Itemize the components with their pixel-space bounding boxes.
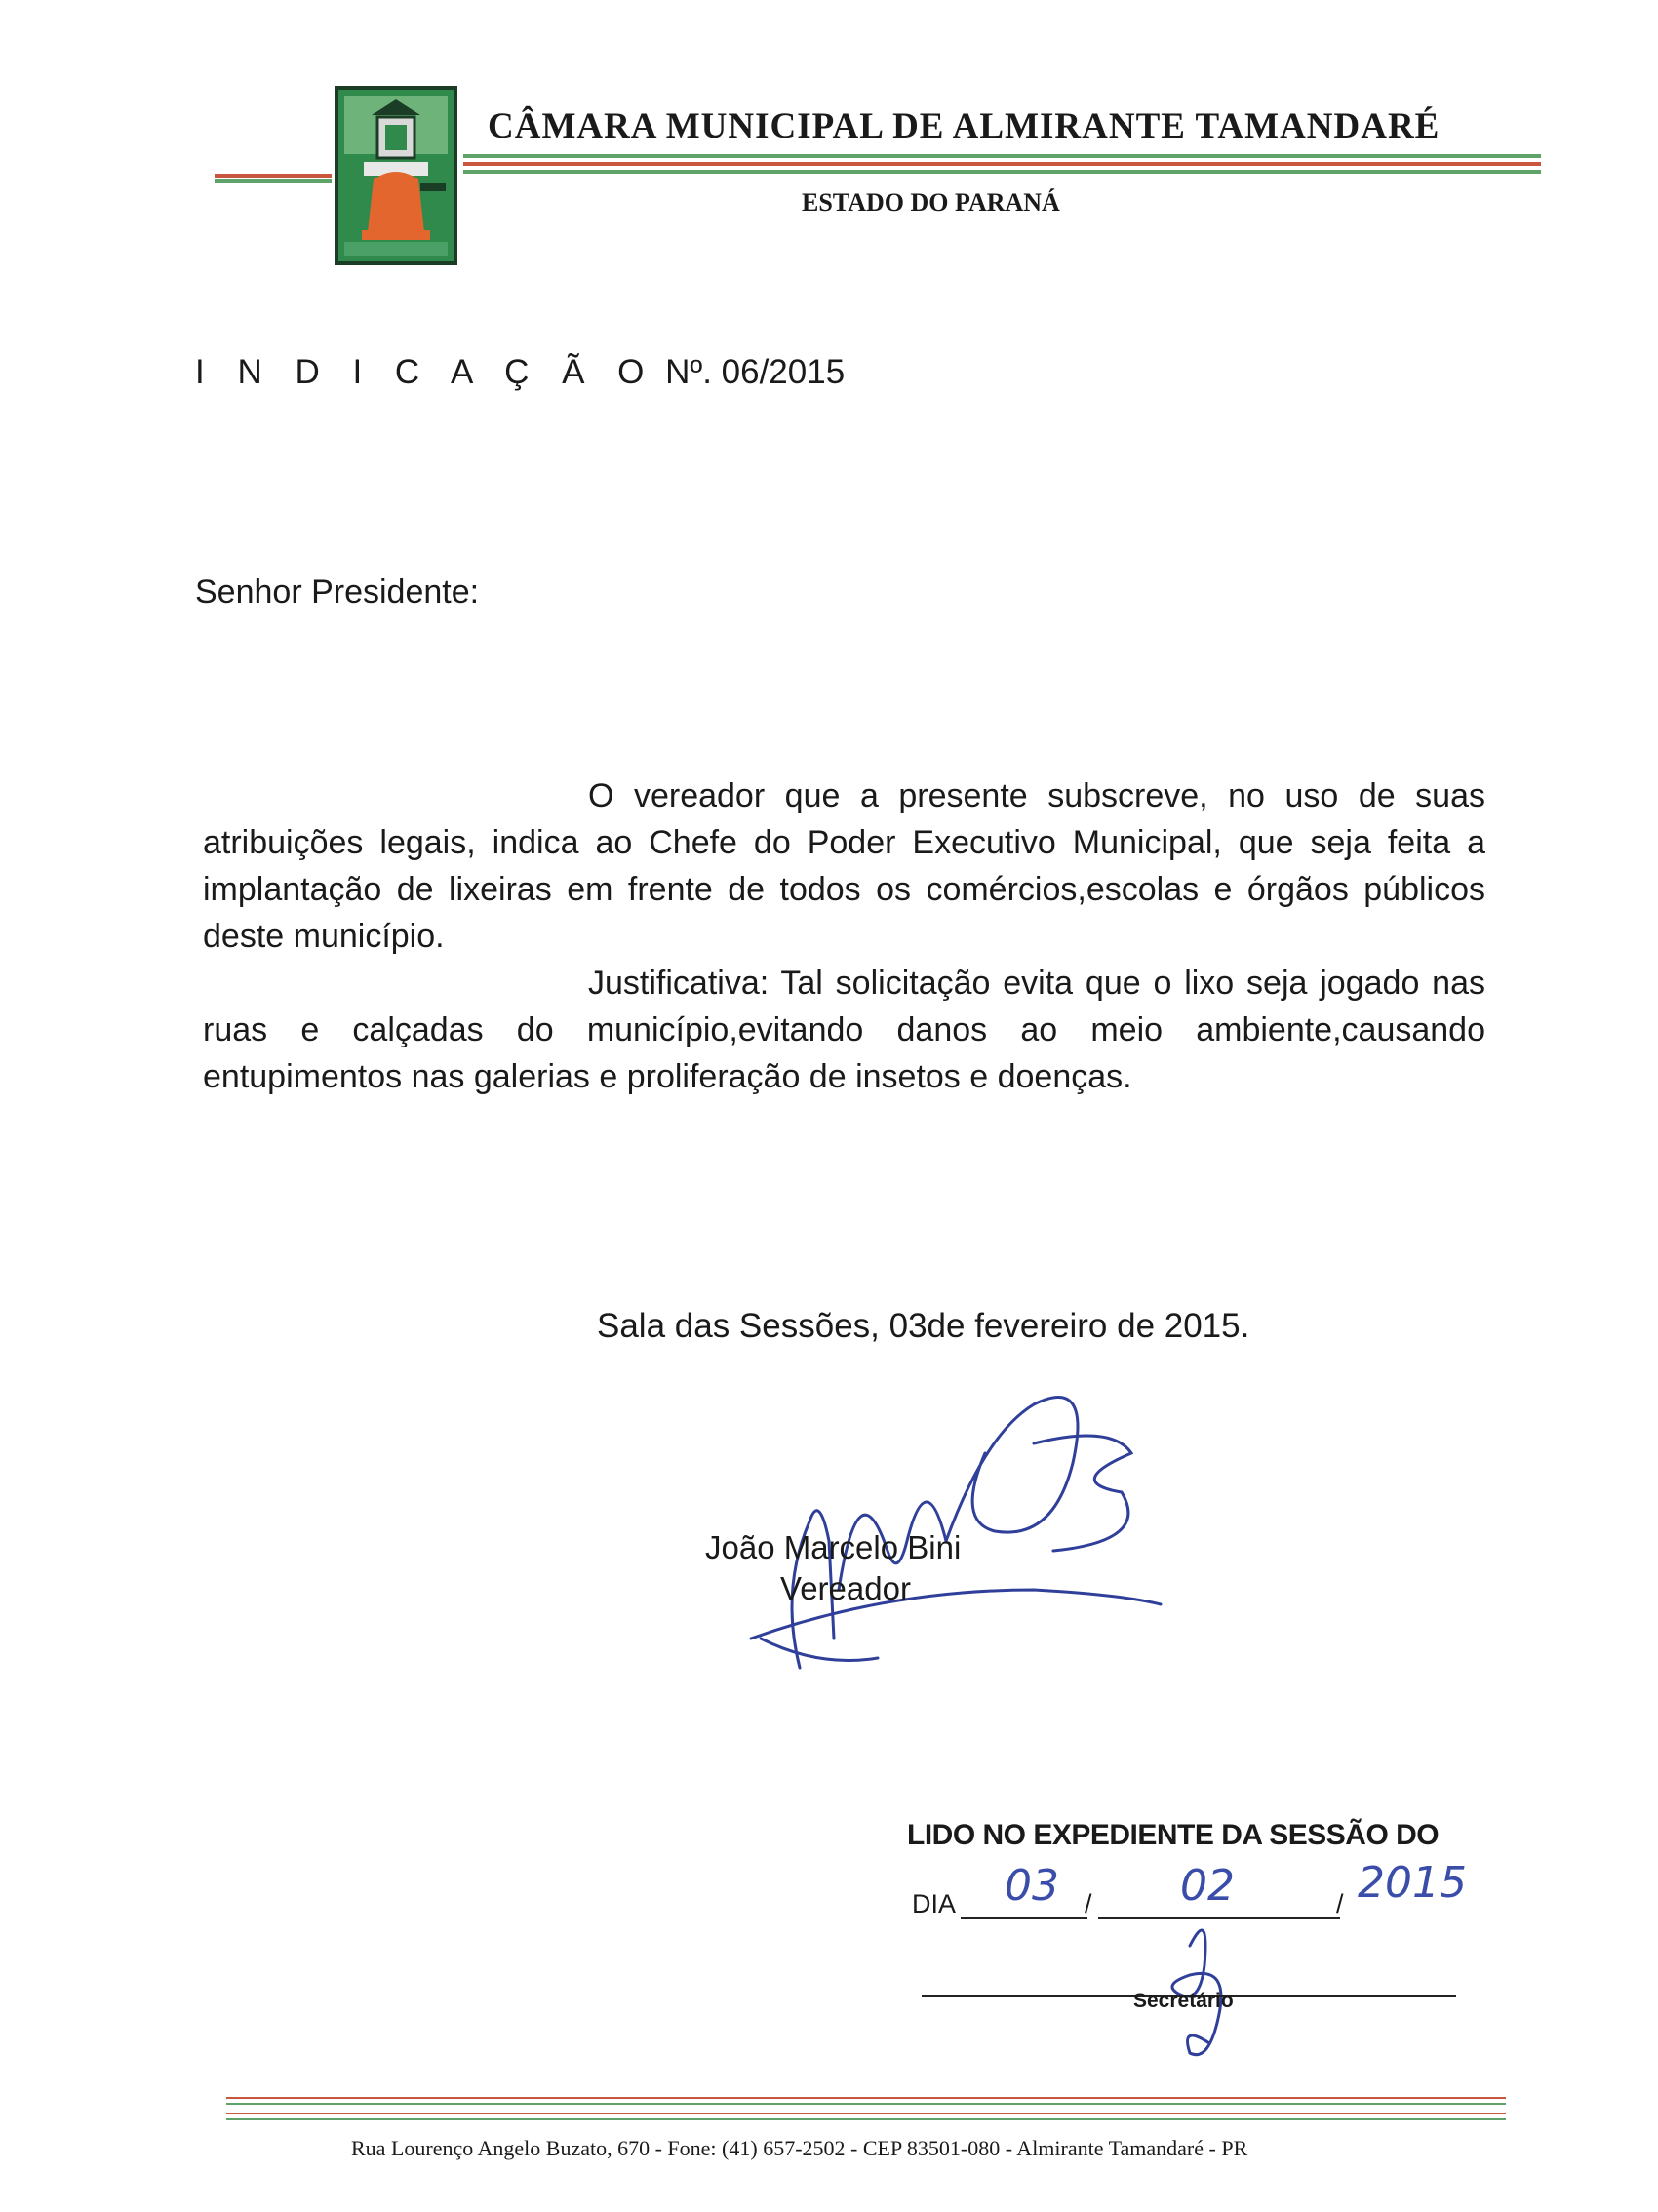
stamp-role-label: Secretário xyxy=(1133,1990,1234,2012)
header-rule-red xyxy=(463,162,1541,166)
paragraph-justification: Justificativa: Tal solicitação evita que o lixo seja jogado nas ruas e calçadas do município,evitando danos ao meio ambiente,causando entupimentos nas galerias e proliferação de insetos e doenças. xyxy=(203,965,1485,1095)
stamp-header: LIDO NO EXPEDIENTE DA SESSÃO DO xyxy=(907,1819,1440,1851)
header-rule-red-left xyxy=(215,174,332,178)
header-rule-green-bottom xyxy=(463,170,1541,174)
stamp-month-handwritten: 02 xyxy=(1180,1861,1235,1911)
stamp-slash-2: / xyxy=(1336,1889,1344,1918)
stamp-year-handwritten: 2015 xyxy=(1358,1858,1467,1908)
footer-address: Rua Lourenço Angelo Buzato, 670 - Fone: (41) 657-2502 - CEP 83501-080 - Almirante Tamandaré - PR xyxy=(351,2136,1248,2160)
footer-rule-green-1 xyxy=(226,2103,1506,2105)
paragraph-indication: O vereador que a presente subscreve, no uso de suas atribuições legais, indica ao Chefe do Poder Executivo Municipal, que seja feita a implantação de lixeiras em frente de todos os comércios,escolas e órgãos públicos deste município. xyxy=(203,777,1485,955)
title-word: I N D I C A Ç Ã O xyxy=(195,353,656,391)
salutation: Senhor Presidente: xyxy=(195,573,480,611)
document-title xyxy=(195,353,845,392)
signature-scribble xyxy=(741,1346,1209,1707)
stamp-slash-1: / xyxy=(1085,1889,1092,1918)
title-number: Nº. 06/2015 xyxy=(665,353,846,391)
header-rule-green-left xyxy=(215,179,332,183)
stamp-day-line xyxy=(961,1917,1087,1919)
signer-name: João Marcelo Bini xyxy=(705,1529,962,1565)
signer-role: Vereador xyxy=(780,1570,911,1606)
stamp-day-handwritten: 03 xyxy=(1005,1861,1059,1911)
org-name: CÂMARA MUNICIPAL DE ALMIRANTE TAMANDARÉ xyxy=(488,106,1441,146)
municipal-coat-of-arms-icon xyxy=(335,86,457,265)
footer-rule-red-2 xyxy=(226,2113,1506,2114)
session-date: Sala das Sessões, 03de fevereiro de 2015. xyxy=(597,1307,1250,1345)
footer-rule-red-1 xyxy=(226,2097,1506,2099)
stamp-dia-label: DIA xyxy=(912,1889,957,1918)
org-state: ESTADO DO PARANÁ xyxy=(802,188,1060,217)
footer-rule-green-2 xyxy=(226,2118,1506,2120)
header-rule-green-top xyxy=(463,154,1541,158)
